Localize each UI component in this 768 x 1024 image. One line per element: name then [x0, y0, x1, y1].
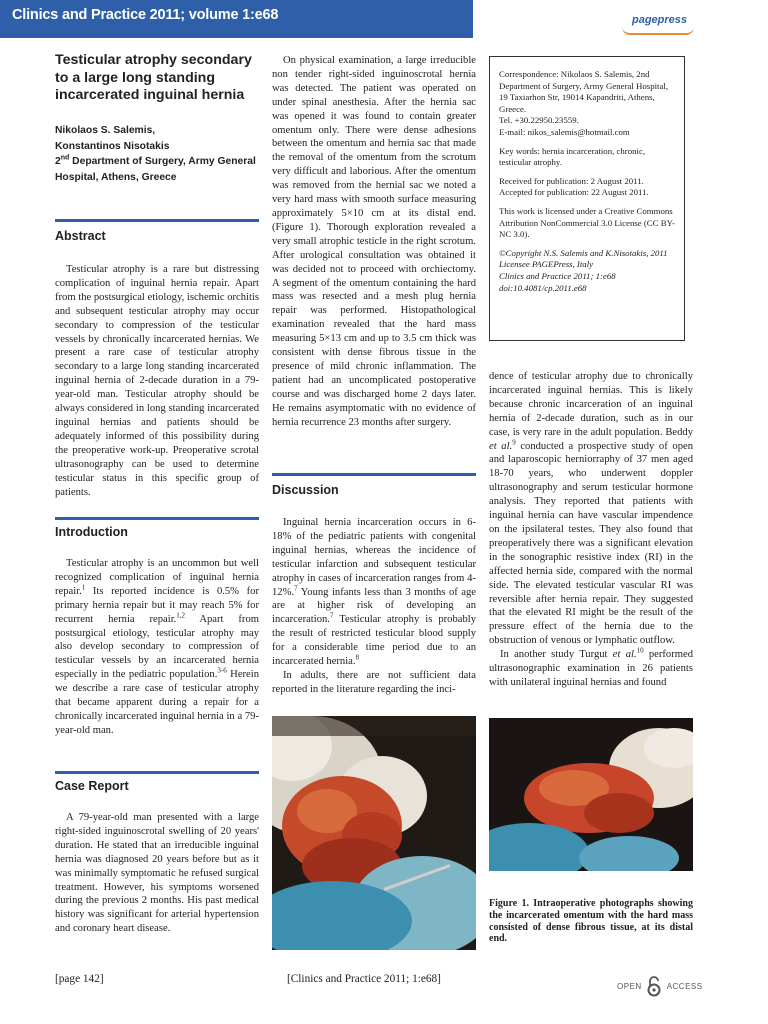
address-text: Correspondence: Nikolaos S. Salemis, 2nd Department of Surgery, Army General Hospital, 19 Taxiarhon Str, 19014 Kapandriti, Athens, Greece.	[499, 69, 669, 114]
abstract-body	[55, 263, 259, 499]
article-title: Testicular atrophy secondary to a large long standing incarcerated inguinal hernia	[55, 52, 252, 103]
ref-mark: 1	[81, 583, 86, 592]
case-report-heading: Case Report	[55, 779, 129, 793]
col3-text-2: conducted a prospective study of open and laparoscopic herniorraphy of 37 men aged 18-70 years, who underwent doppler ultrasonography and serum testicular hormone analysis. They reported that patients with inguinal hernia can have vascular impendence on the ipsilateral testes. They also found that preoperatively there was a significant elevation in the sonographic resistive index (RI) in the affected hernia side, compared with the normal side. The elevated testicular vascular RI was reversible after hernia repair. They suggested that the elevated RI might be the result of the pressure effect of the hernia due to the obstruction of venous or lymphatic outflow.	[489, 440, 693, 647]
publication-dates	[499, 176, 675, 199]
affiliation-ordinal: 2	[55, 156, 61, 167]
col3-text-1: dence of testicular atrophy due to chronically incarcerated inguinal hernias. This is likely because chronic incarceration of an inguinal hernia of 2-decade duration, such as in our case, is very rare in the adult population. Beddy	[489, 371, 693, 438]
author-list	[55, 123, 255, 155]
copyright-line: ©Copyright N.S. Salemis and K.Nisotakis, 2011	[499, 247, 668, 258]
abstract-paragraph: Testicular atrophy is a rare but distressing complication of inguinal hernia repair. Apart from the postsurgical etiology, ischemic orchitis and subsequent testicular atrophy may occur secondary to compression of the testicular vessels by chronically incarcerated hernias. We present a rare case of testicular atrophy secondary to a large long standing incarcerated inguinal hernia of 2-decade duration in a 79-year-old man. Testicular atrophy should be always considered in long standing incarcerated inguinal hernias and patients should be adequately informed of this possibility during the preoperative work-up. Preoperative scrotal ultrasonography can be used to determine testicular status in this specific group of patients.	[55, 264, 259, 498]
keywords: Key words: hernia incarceration, chronic, testicular atrophy.	[499, 145, 646, 168]
received-date: Received for publication: 2 August 2011.	[499, 175, 644, 186]
section-rule	[272, 473, 476, 476]
surgery-photo-right	[489, 718, 693, 871]
case-report-continued-paragraph: On physical examination, a large irreducible non tender right-sided inguinoscrotal hernia was detected. The patient was operated on under spinal anesthesia. After the hernia sac was opened it was found to contain greater omentum only. There were dense adhesions between the omentum and hernia sac that made the removal of the omentum from the scrotum very difficult and laborious. After the omentum was removed from the hernial sac we noted a very hard mass with smooth surface measuring approximately 5×10 cm at its distal end. (Figure 1). Thorough exploration revealed a very small atrophic testicle in the right scrotum. After urological consultation was obtained it was decided not to proceed with orchiectomy. A segment of the omentum containing the hard mass was resected and a mesh plug hernia repair was performed. Histopathological examination revealed that the hard mass measuring 5×13 cm and up to 3.5 cm thick was consistent with dense fibrous tissue in the presence of mild chronic inflammation. The patient had an uncomplicated postoperative course and was discharged home 2 days later. He remains asymptomatic with no evidence of hernia recurrence 23 months after surgery.	[272, 55, 476, 428]
page-number: [page 142]	[55, 973, 104, 985]
logo-text: pagepress	[632, 14, 688, 26]
phone-text: Tel. +30.22950.23559.	[499, 115, 579, 126]
footer-citation: [Clinics and Practice 2011; 1:e68]	[287, 973, 441, 985]
introduction-body	[55, 557, 259, 738]
author-2: Konstantinos Nisotakis	[55, 141, 170, 152]
introduction-paragraph	[55, 557, 259, 738]
journal-header: Clinics and Practice 2011; volume 1:e68	[12, 7, 279, 23]
pagepress-logo	[622, 10, 702, 38]
logo-swoosh-icon	[622, 27, 694, 35]
open-access-open-text: OPEN	[617, 982, 642, 992]
section-rule	[55, 517, 259, 520]
citation-line: Clinics and Practice 2011; 1:e68	[499, 270, 616, 281]
discussion-text-1: Inguinal hernia incarceration occurs in 6-18% of the pediatric patients with congenital inguinal hernias, whereas the incidence of testicular infarction and subsequent testicular atrophy in cases of incarceration ranges from 4-12%.	[272, 517, 476, 598]
licensee-line: Licensee PAGEPress, Italy	[499, 259, 594, 270]
section-rule	[55, 219, 259, 222]
ref-mark: 3-6	[217, 666, 227, 675]
discussion-text-2: Young infants less than 3 months of age are at higher risk of developing an incarceration.	[272, 586, 476, 626]
open-access-lock-icon	[647, 975, 661, 999]
discussion-text-3: Testicular atrophy is probably the result of restricted testicular blood supply for a considerable time period due to an incarcerated hernia.	[272, 614, 476, 668]
license-note: This work is licensed under a Creative Commons Attribution NonCommercial 3.0 License (CC BY-NC 3.0).	[499, 205, 675, 240]
accepted-date: Accepted for publication: 22 August 2011.	[499, 187, 649, 198]
figure-1-caption: Figure 1. Intraoperative photographs showing the incarcerated omentum with the hard mass consisted of dense fibrous tissue, at its distal end.	[489, 898, 693, 945]
section-rule	[55, 771, 259, 774]
discussion-paragraph-2: In adults, there are not sufficient data reported in the literature regarding the inci-	[272, 669, 476, 695]
discussion-paragraph-1	[272, 516, 476, 669]
discussion-continued-paragraph-2	[489, 648, 693, 690]
ref-mark: 7	[294, 584, 298, 592]
col3-text-4: performed ultrasonographic examination in 26 patients with unilateral inguinal hernias and found	[489, 649, 693, 688]
intro-text-1: Testicular atrophy is an uncommon but well recognized complication of inguinal hernia repair.	[55, 558, 259, 597]
discussion-continued	[489, 370, 693, 690]
affiliation-sup: nd	[60, 154, 70, 162]
affiliation-rest: Department of Surgery, Army General Hospital, Athens, Greece	[55, 156, 256, 183]
author-1: Nikolaos S. Salemis,	[55, 125, 156, 136]
ref-mark: 10	[636, 646, 644, 655]
case-report-paragraph: A 79-year-old man presented with a large right-sided inguinoscrotal swelling of 20 years' duration. He stated that an irreducible inguinal hernia was diagnosed 20 years before but as it was minimally symptomatic he refused surgical treatment. However, his symptoms worsened during the previous 2 months. His past medical history was significant for arterial hypertension and coronary heart disease.	[55, 812, 259, 935]
email-text: E-mail: nikos_salemis@hotmail.com	[499, 126, 630, 137]
ref-mark: 9	[512, 438, 516, 446]
et-al: et al.	[612, 649, 637, 661]
et-al: et al.	[489, 440, 513, 452]
case-report-continued	[272, 54, 476, 429]
affiliation	[55, 154, 265, 186]
figure-1-photo-right	[489, 718, 693, 871]
discussion-body	[272, 516, 476, 697]
intro-text-2: Its reported incidence is 0.5% for primary hernia repair but it may reach 5% for recurrent hernia repair.	[55, 585, 259, 625]
figure-1-photo-left	[272, 716, 476, 950]
ref-mark: 8	[355, 653, 360, 662]
doi-line: doi:10.4081/cp.2011.e68	[499, 282, 587, 293]
correspondence-box	[489, 56, 685, 341]
surgery-photo-left	[272, 716, 476, 950]
open-access-access-text: ACCESS	[666, 982, 703, 992]
correspondence-address	[499, 69, 675, 139]
intro-text-4: Herein we describe a rare case of testicular atrophy that became apparent during a repair for a chronically incarcerated inguinal hernia in a 79-year-old man.	[55, 669, 259, 736]
intro-text-3: Apart from postsurgical etiology, testicular atrophy may also develop secondary to compression of testicular vessels by an incarcerated hernia especially in the pediatric population.	[55, 613, 259, 681]
col3-text-3: In another study Turgut	[500, 649, 613, 661]
ref-mark: 1,2	[176, 611, 186, 620]
discussion-continued-paragraph-1	[489, 370, 693, 648]
ref-mark: 7	[329, 611, 334, 620]
open-access-logo	[617, 975, 703, 999]
case-report-body	[55, 811, 259, 936]
discussion-heading: Discussion	[272, 483, 339, 497]
abstract-heading: Abstract	[55, 229, 106, 243]
introduction-heading: Introduction	[55, 525, 128, 539]
